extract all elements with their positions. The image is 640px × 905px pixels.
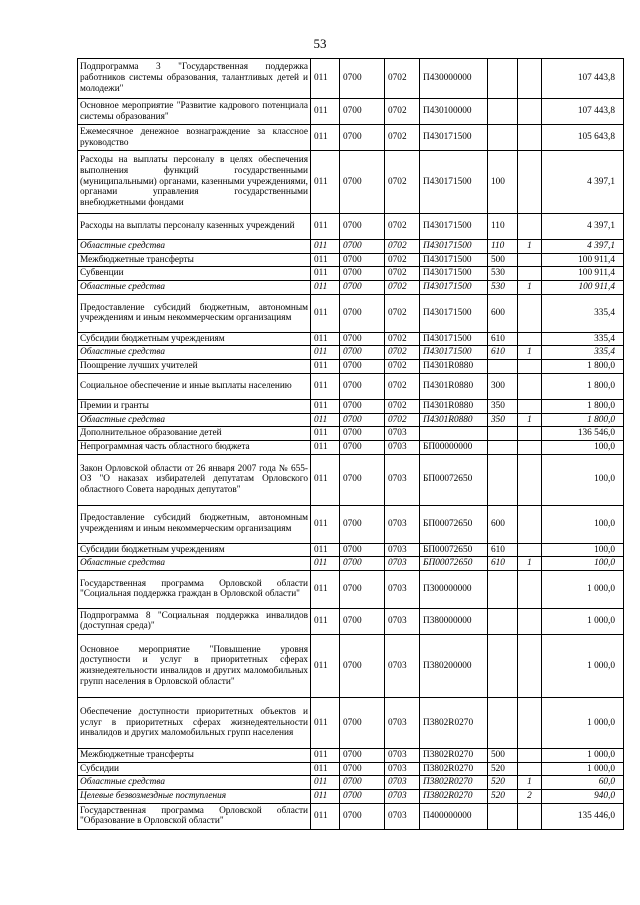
row-name: Предоставление субсидий бюджетным, автономным учреждениям и иным некоммерческим организациям bbox=[78, 294, 311, 332]
table-row bbox=[78, 427, 624, 441]
row-amount: 1 000,0 bbox=[542, 748, 624, 762]
row-admin-code: 011 bbox=[311, 281, 340, 295]
row-subsection-code: 0703 bbox=[385, 634, 420, 697]
row-admin-code: 011 bbox=[311, 399, 340, 413]
row-target-article: П430171500 bbox=[420, 214, 488, 240]
row-admin-code: 011 bbox=[311, 413, 340, 427]
row-subsection-code: 0703 bbox=[385, 803, 420, 829]
row-expense-type bbox=[488, 454, 518, 505]
table-row bbox=[78, 294, 624, 332]
row-section-code: 0700 bbox=[340, 281, 385, 295]
row-funding-source bbox=[518, 634, 542, 697]
table-row bbox=[78, 557, 624, 571]
row-section-code: 0700 bbox=[340, 373, 385, 399]
row-section-code: 0700 bbox=[340, 762, 385, 776]
row-amount: 100,0 bbox=[542, 505, 624, 543]
row-amount: 1 000,0 bbox=[542, 570, 624, 608]
row-section-code: 0700 bbox=[340, 543, 385, 557]
row-target-article: П3802R0270 bbox=[420, 697, 488, 748]
row-funding-source bbox=[518, 125, 542, 151]
row-section-code: 0700 bbox=[340, 776, 385, 790]
table-row bbox=[78, 762, 624, 776]
row-target-article: П380000000 bbox=[420, 608, 488, 634]
table-row bbox=[78, 59, 624, 99]
row-name: Непрограммная часть областного бюджета bbox=[78, 440, 311, 454]
row-subsection-code: 0702 bbox=[385, 413, 420, 427]
row-subsection-code: 0703 bbox=[385, 776, 420, 790]
row-expense-type: 300 bbox=[488, 373, 518, 399]
row-admin-code: 011 bbox=[311, 294, 340, 332]
row-admin-code: 011 bbox=[311, 776, 340, 790]
row-funding-source bbox=[518, 505, 542, 543]
table-row bbox=[78, 360, 624, 374]
row-admin-code: 011 bbox=[311, 360, 340, 374]
row-expense-type: 500 bbox=[488, 253, 518, 267]
row-subsection-code: 0703 bbox=[385, 557, 420, 571]
row-funding-source: 1 bbox=[518, 346, 542, 360]
row-amount: 100,0 bbox=[542, 454, 624, 505]
row-funding-source bbox=[518, 332, 542, 346]
row-funding-source bbox=[518, 454, 542, 505]
row-amount: 100,0 bbox=[542, 543, 624, 557]
row-name: Межбюджетные трансферты bbox=[78, 748, 311, 762]
row-expense-type bbox=[488, 803, 518, 829]
row-admin-code: 011 bbox=[311, 505, 340, 543]
row-subsection-code: 0702 bbox=[385, 281, 420, 295]
row-admin-code: 011 bbox=[311, 125, 340, 151]
row-amount: 940,0 bbox=[542, 790, 624, 804]
row-name: Поощрение лучших учителей bbox=[78, 360, 311, 374]
table-row bbox=[78, 748, 624, 762]
row-expense-type: 610 bbox=[488, 557, 518, 571]
row-admin-code: 011 bbox=[311, 697, 340, 748]
row-section-code: 0700 bbox=[340, 346, 385, 360]
row-admin-code: 011 bbox=[311, 634, 340, 697]
row-target-article: П4301R0880 bbox=[420, 413, 488, 427]
row-funding-source: 1 bbox=[518, 240, 542, 254]
row-name: Ежемесячное денежное вознаграждение за классное руководство bbox=[78, 125, 311, 151]
row-subsection-code: 0703 bbox=[385, 748, 420, 762]
row-admin-code: 011 bbox=[311, 557, 340, 571]
row-subsection-code: 0703 bbox=[385, 505, 420, 543]
row-section-code: 0700 bbox=[340, 557, 385, 571]
row-amount: 4 397,1 bbox=[542, 240, 624, 254]
row-name: Областные средства bbox=[78, 240, 311, 254]
row-amount: 105 643,8 bbox=[542, 125, 624, 151]
row-admin-code: 011 bbox=[311, 240, 340, 254]
row-section-code: 0700 bbox=[340, 697, 385, 748]
table-row bbox=[78, 373, 624, 399]
row-target-article: П430171500 bbox=[420, 346, 488, 360]
row-admin-code: 011 bbox=[311, 267, 340, 281]
row-name: Субсидии бюджетным учреждениям bbox=[78, 543, 311, 557]
row-subsection-code: 0703 bbox=[385, 543, 420, 557]
row-admin-code: 011 bbox=[311, 427, 340, 441]
row-expense-type bbox=[488, 360, 518, 374]
row-funding-source bbox=[518, 151, 542, 214]
row-section-code: 0700 bbox=[340, 151, 385, 214]
row-funding-source bbox=[518, 360, 542, 374]
row-expense-type: 600 bbox=[488, 505, 518, 543]
row-subsection-code: 0703 bbox=[385, 440, 420, 454]
row-amount: 1 000,0 bbox=[542, 762, 624, 776]
row-name: Межбюджетные трансферты bbox=[78, 253, 311, 267]
row-admin-code: 011 bbox=[311, 803, 340, 829]
row-amount: 107 443,8 bbox=[542, 59, 624, 99]
table-row bbox=[78, 440, 624, 454]
row-funding-source: 2 bbox=[518, 790, 542, 804]
row-funding-source: 1 bbox=[518, 281, 542, 295]
row-expense-type bbox=[488, 570, 518, 608]
row-target-article: П3802R0270 bbox=[420, 776, 488, 790]
row-funding-source bbox=[518, 99, 542, 125]
row-expense-type: 530 bbox=[488, 281, 518, 295]
table-row bbox=[78, 240, 624, 254]
table-row bbox=[78, 454, 624, 505]
row-section-code: 0700 bbox=[340, 608, 385, 634]
row-section-code: 0700 bbox=[340, 413, 385, 427]
row-amount: 1 000,0 bbox=[542, 634, 624, 697]
row-admin-code: 011 bbox=[311, 99, 340, 125]
row-name: Основное мероприятие "Повышение уровня доступности и услуг в приоритетных сферах жизнедеятельности инвалидов и других маломобильных групп населения в Орловской области" bbox=[78, 634, 311, 697]
row-section-code: 0700 bbox=[340, 99, 385, 125]
row-section-code: 0700 bbox=[340, 803, 385, 829]
row-target-article: П4301R0880 bbox=[420, 373, 488, 399]
row-subsection-code: 0702 bbox=[385, 360, 420, 374]
row-admin-code: 011 bbox=[311, 151, 340, 214]
table-row bbox=[78, 214, 624, 240]
row-name: Социальное обеспечение и иные выплаты населению bbox=[78, 373, 311, 399]
row-name: Предоставление субсидий бюджетным, автономным учреждениям и иным некоммерческим организациям bbox=[78, 505, 311, 543]
row-expense-type: 520 bbox=[488, 776, 518, 790]
row-target-article: БП00072650 bbox=[420, 505, 488, 543]
row-funding-source bbox=[518, 803, 542, 829]
row-name: Расходы на выплаты персоналу в целях обеспечения выполнения функций государственными (муниципальными) органами, казенными учреждениями, органами управления государственными внебюджетными фондами bbox=[78, 151, 311, 214]
row-funding-source bbox=[518, 399, 542, 413]
row-amount: 100,0 bbox=[542, 440, 624, 454]
row-expense-type: 100 bbox=[488, 151, 518, 214]
row-name: Государственная программа Орловской области "Образование в Орловской области" bbox=[78, 803, 311, 829]
row-name: Субсидии bbox=[78, 762, 311, 776]
row-funding-source bbox=[518, 543, 542, 557]
row-section-code: 0700 bbox=[340, 240, 385, 254]
row-subsection-code: 0703 bbox=[385, 570, 420, 608]
row-subsection-code: 0702 bbox=[385, 240, 420, 254]
row-expense-type: 110 bbox=[488, 240, 518, 254]
row-funding-source bbox=[518, 608, 542, 634]
table-row bbox=[78, 413, 624, 427]
row-amount: 60,0 bbox=[542, 776, 624, 790]
row-name: Закон Орловской области от 26 января 2007 года № 655-ОЗ "О наказах избирателей депутатам Орловского областного Совета народных депутатов" bbox=[78, 454, 311, 505]
row-subsection-code: 0702 bbox=[385, 332, 420, 346]
row-admin-code: 011 bbox=[311, 332, 340, 346]
row-target-article: П430171500 bbox=[420, 294, 488, 332]
row-target-article: П3802R0270 bbox=[420, 748, 488, 762]
row-amount: 335,4 bbox=[542, 346, 624, 360]
row-target-article: БП00000000 bbox=[420, 440, 488, 454]
row-expense-type: 520 bbox=[488, 790, 518, 804]
row-section-code: 0700 bbox=[340, 294, 385, 332]
row-amount: 4 397,1 bbox=[542, 214, 624, 240]
row-funding-source: 1 bbox=[518, 557, 542, 571]
row-admin-code: 011 bbox=[311, 346, 340, 360]
row-section-code: 0700 bbox=[340, 440, 385, 454]
row-subsection-code: 0702 bbox=[385, 399, 420, 413]
row-target-article: БП00072650 bbox=[420, 543, 488, 557]
row-section-code: 0700 bbox=[340, 634, 385, 697]
row-target-article: П430171500 bbox=[420, 125, 488, 151]
row-name: Субвенции bbox=[78, 267, 311, 281]
row-expense-type: 610 bbox=[488, 332, 518, 346]
row-expense-type: 500 bbox=[488, 748, 518, 762]
row-amount: 335,4 bbox=[542, 332, 624, 346]
row-target-article: П4301R0880 bbox=[420, 399, 488, 413]
row-admin-code: 011 bbox=[311, 748, 340, 762]
row-section-code: 0700 bbox=[340, 399, 385, 413]
budget-table bbox=[77, 58, 624, 830]
row-amount: 1 800,0 bbox=[542, 413, 624, 427]
row-name: Подпрограмма 3 "Государственная поддержка работников системы образования, талантливых детей и молодежи" bbox=[78, 59, 311, 99]
row-section-code: 0700 bbox=[340, 790, 385, 804]
row-section-code: 0700 bbox=[340, 748, 385, 762]
row-name: Государственная программа Орловской области "Социальная поддержка граждан в Орловской области" bbox=[78, 570, 311, 608]
row-amount: 1 800,0 bbox=[542, 360, 624, 374]
row-amount: 100 911,4 bbox=[542, 267, 624, 281]
row-funding-source bbox=[518, 214, 542, 240]
row-amount: 1 800,0 bbox=[542, 399, 624, 413]
row-target-article: П380200000 bbox=[420, 634, 488, 697]
table-row bbox=[78, 803, 624, 829]
row-funding-source: 1 bbox=[518, 413, 542, 427]
row-target-article: БП00072650 bbox=[420, 557, 488, 571]
row-expense-type bbox=[488, 440, 518, 454]
row-expense-type bbox=[488, 99, 518, 125]
row-funding-source bbox=[518, 697, 542, 748]
row-funding-source: 1 bbox=[518, 776, 542, 790]
table-row bbox=[78, 399, 624, 413]
row-target-article: П430171500 bbox=[420, 281, 488, 295]
row-admin-code: 011 bbox=[311, 454, 340, 505]
row-subsection-code: 0702 bbox=[385, 59, 420, 99]
row-amount: 100 911,4 bbox=[542, 281, 624, 295]
row-admin-code: 011 bbox=[311, 543, 340, 557]
row-subsection-code: 0702 bbox=[385, 151, 420, 214]
row-name: Областные средства bbox=[78, 346, 311, 360]
row-admin-code: 011 bbox=[311, 59, 340, 99]
row-subsection-code: 0703 bbox=[385, 790, 420, 804]
row-target-article: П400000000 bbox=[420, 803, 488, 829]
row-expense-type bbox=[488, 608, 518, 634]
row-funding-source bbox=[518, 294, 542, 332]
row-subsection-code: 0702 bbox=[385, 214, 420, 240]
row-target-article: П300000000 bbox=[420, 570, 488, 608]
row-name: Обеспечение доступности приоритетных объектов и услуг в приоритетных сферах жизнедеятельности инвалидов и других маломобильных групп населения bbox=[78, 697, 311, 748]
row-subsection-code: 0703 bbox=[385, 454, 420, 505]
row-subsection-code: 0703 bbox=[385, 762, 420, 776]
table-row bbox=[78, 151, 624, 214]
row-admin-code: 011 bbox=[311, 253, 340, 267]
row-expense-type: 610 bbox=[488, 346, 518, 360]
table-row bbox=[78, 776, 624, 790]
row-admin-code: 011 bbox=[311, 440, 340, 454]
table-row bbox=[78, 99, 624, 125]
row-admin-code: 011 bbox=[311, 214, 340, 240]
row-admin-code: 011 bbox=[311, 570, 340, 608]
row-expense-type bbox=[488, 59, 518, 99]
row-funding-source bbox=[518, 762, 542, 776]
row-section-code: 0700 bbox=[340, 125, 385, 151]
row-name: Субсидии бюджетным учреждениям bbox=[78, 332, 311, 346]
row-name: Областные средства bbox=[78, 413, 311, 427]
row-subsection-code: 0702 bbox=[385, 267, 420, 281]
row-name: Основное мероприятие "Развитие кадрового потенциала системы образования" bbox=[78, 99, 311, 125]
row-target-article: П4301R0880 bbox=[420, 360, 488, 374]
row-target-article: П3802R0270 bbox=[420, 790, 488, 804]
row-section-code: 0700 bbox=[340, 214, 385, 240]
row-subsection-code: 0702 bbox=[385, 253, 420, 267]
table-row bbox=[78, 790, 624, 804]
row-name: Расходы на выплаты персоналу казенных учреждений bbox=[78, 214, 311, 240]
row-amount: 135 446,0 bbox=[542, 803, 624, 829]
row-name: Дополнительное образование детей bbox=[78, 427, 311, 441]
row-funding-source bbox=[518, 373, 542, 399]
row-subsection-code: 0702 bbox=[385, 373, 420, 399]
row-expense-type bbox=[488, 634, 518, 697]
row-name: Целевые безвозмездные поступления bbox=[78, 790, 311, 804]
table-row bbox=[78, 505, 624, 543]
row-expense-type: 110 bbox=[488, 214, 518, 240]
budget-table-body bbox=[78, 59, 624, 830]
row-expense-type: 530 bbox=[488, 267, 518, 281]
row-funding-source bbox=[518, 267, 542, 281]
row-amount: 1 800,0 bbox=[542, 373, 624, 399]
row-funding-source bbox=[518, 253, 542, 267]
table-row bbox=[78, 697, 624, 748]
table-row bbox=[78, 332, 624, 346]
row-subsection-code: 0703 bbox=[385, 697, 420, 748]
row-funding-source bbox=[518, 748, 542, 762]
table-row bbox=[78, 125, 624, 151]
row-section-code: 0700 bbox=[340, 332, 385, 346]
row-expense-type: 350 bbox=[488, 413, 518, 427]
row-expense-type: 350 bbox=[488, 399, 518, 413]
table-row bbox=[78, 267, 624, 281]
row-target-article: П3802R0270 bbox=[420, 762, 488, 776]
row-section-code: 0700 bbox=[340, 454, 385, 505]
row-section-code: 0700 bbox=[340, 427, 385, 441]
row-expense-type bbox=[488, 427, 518, 441]
row-admin-code: 011 bbox=[311, 762, 340, 776]
row-expense-type: 600 bbox=[488, 294, 518, 332]
row-target-article: П430171500 bbox=[420, 151, 488, 214]
table-row bbox=[78, 253, 624, 267]
table-row bbox=[78, 281, 624, 295]
row-amount: 4 397,1 bbox=[542, 151, 624, 214]
row-admin-code: 011 bbox=[311, 608, 340, 634]
row-section-code: 0700 bbox=[340, 505, 385, 543]
row-admin-code: 011 bbox=[311, 790, 340, 804]
row-section-code: 0700 bbox=[340, 267, 385, 281]
row-amount: 1 000,0 bbox=[542, 608, 624, 634]
row-amount: 100,0 bbox=[542, 557, 624, 571]
row-amount: 100 911,4 bbox=[542, 253, 624, 267]
row-section-code: 0700 bbox=[340, 59, 385, 99]
row-section-code: 0700 bbox=[340, 253, 385, 267]
row-subsection-code: 0703 bbox=[385, 608, 420, 634]
row-amount: 107 443,8 bbox=[542, 99, 624, 125]
row-target-article: П430171500 bbox=[420, 240, 488, 254]
row-name: Областные средства bbox=[78, 776, 311, 790]
row-funding-source bbox=[518, 570, 542, 608]
row-target-article bbox=[420, 427, 488, 441]
row-subsection-code: 0702 bbox=[385, 125, 420, 151]
row-target-article: П430171500 bbox=[420, 253, 488, 267]
row-subsection-code: 0702 bbox=[385, 294, 420, 332]
page-number: 53 bbox=[313, 36, 327, 51]
row-admin-code: 011 bbox=[311, 373, 340, 399]
table-row bbox=[78, 608, 624, 634]
row-expense-type: 610 bbox=[488, 543, 518, 557]
row-funding-source bbox=[518, 427, 542, 441]
row-subsection-code: 0702 bbox=[385, 346, 420, 360]
row-target-article: БП00072650 bbox=[420, 454, 488, 505]
table-row bbox=[78, 346, 624, 360]
row-target-article: П430171500 bbox=[420, 332, 488, 346]
row-name: Областные средства bbox=[78, 281, 311, 295]
row-name: Подпрограмма 8 "Социальная поддержка инвалидов (доступная среда)" bbox=[78, 608, 311, 634]
row-name: Премии и гранты bbox=[78, 399, 311, 413]
row-name: Областные средства bbox=[78, 557, 311, 571]
row-expense-type bbox=[488, 125, 518, 151]
row-expense-type: 520 bbox=[488, 762, 518, 776]
row-amount: 1 000,0 bbox=[542, 697, 624, 748]
row-subsection-code: 0703 bbox=[385, 427, 420, 441]
table-row bbox=[78, 634, 624, 697]
row-section-code: 0700 bbox=[340, 360, 385, 374]
row-target-article: П430171500 bbox=[420, 267, 488, 281]
row-section-code: 0700 bbox=[340, 570, 385, 608]
row-funding-source bbox=[518, 59, 542, 99]
table-row bbox=[78, 570, 624, 608]
row-expense-type bbox=[488, 697, 518, 748]
row-amount: 136 546,0 bbox=[542, 427, 624, 441]
row-funding-source bbox=[518, 440, 542, 454]
row-target-article: П430100000 bbox=[420, 99, 488, 125]
row-subsection-code: 0702 bbox=[385, 99, 420, 125]
row-target-article: П430000000 bbox=[420, 59, 488, 99]
row-amount: 335,4 bbox=[542, 294, 624, 332]
table-row bbox=[78, 543, 624, 557]
